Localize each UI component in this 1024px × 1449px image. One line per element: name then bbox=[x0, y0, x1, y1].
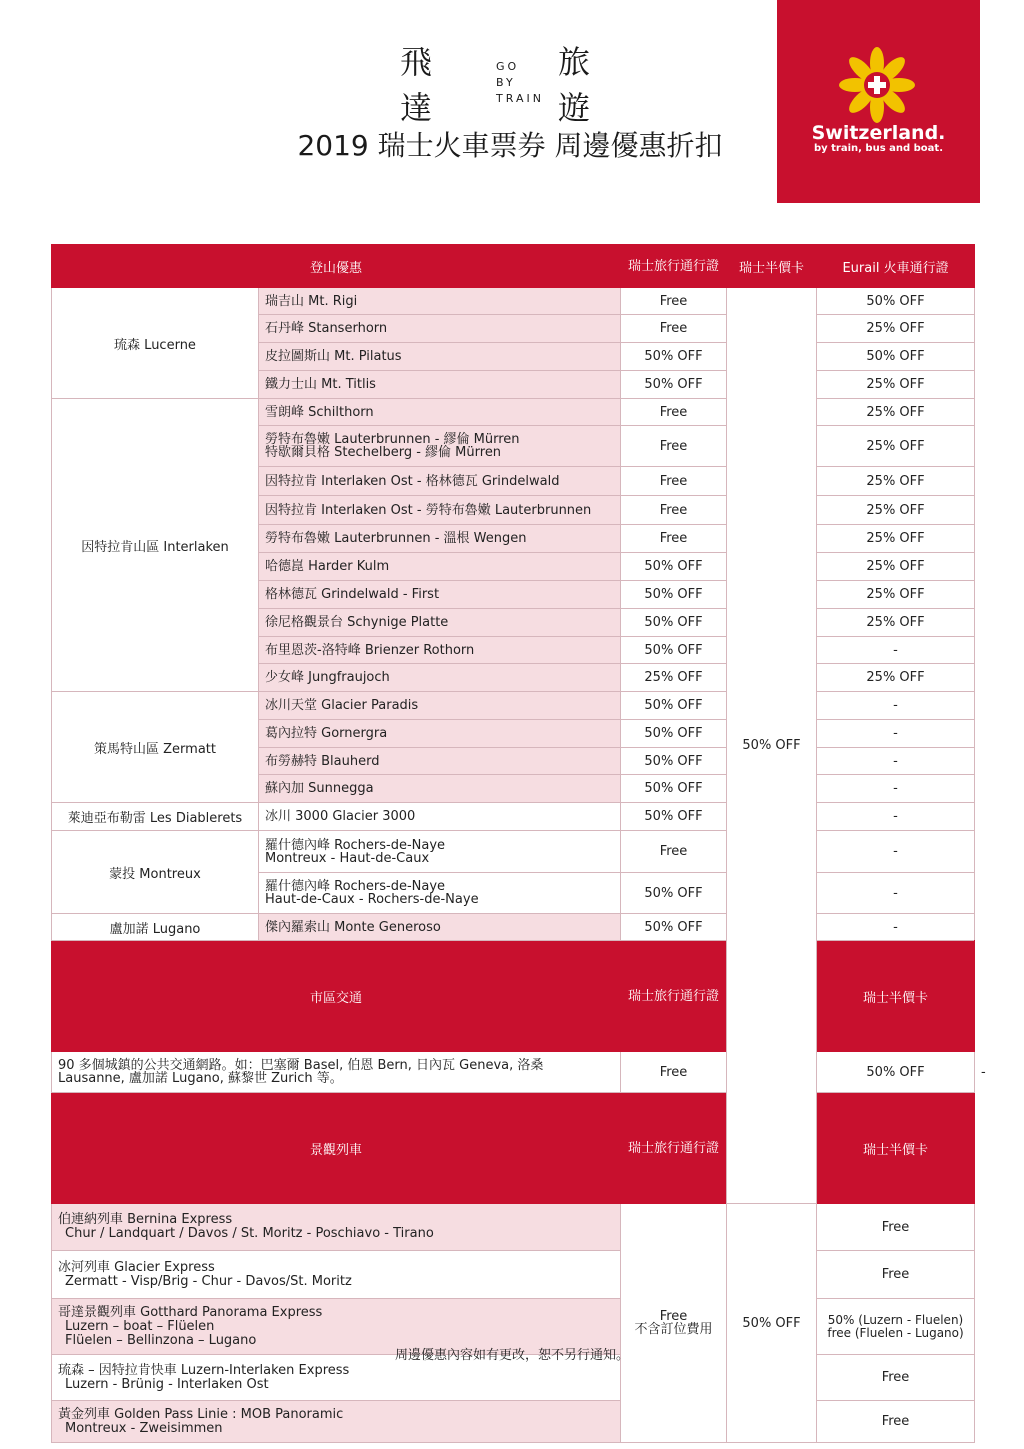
col-half-fare: 瑞士半價卡 bbox=[727, 245, 817, 288]
scenic-train-name: 冰河列車 Glacier Express Zermatt - Visp/Brig - Chur - Davos/St. Moritz bbox=[52, 1251, 621, 1299]
eurail-value: 50% (Luzern - Fluelen) free (Fluelen - Lugano) bbox=[817, 1299, 975, 1355]
table-row bbox=[52, 1251, 975, 1299]
table-row bbox=[52, 914, 975, 941]
eurail-value: - bbox=[817, 720, 975, 748]
col-travel-pass: 瑞士旅行通行證 bbox=[621, 245, 727, 288]
table-row bbox=[52, 803, 975, 831]
mountain-header-row bbox=[52, 245, 975, 288]
mountain-section-title: 登山優惠 bbox=[52, 245, 621, 288]
eurail-value: Free bbox=[817, 1355, 975, 1401]
eurail-value: 25% OFF bbox=[817, 315, 975, 343]
pass-value: Free bbox=[621, 315, 727, 343]
scenic-train-name: 琉森 – 因特拉肯快車 Luzern-Interlaken Express Luzern - Brünig - Interlaken Ost bbox=[52, 1355, 621, 1401]
pass-value: 50% OFF bbox=[621, 914, 727, 941]
attraction-name: 徐尼格觀景台 Schynige Platte bbox=[259, 609, 621, 637]
eurail-value: 50% OFF bbox=[817, 288, 975, 315]
eurail-value: 25% OFF bbox=[817, 609, 975, 637]
table-row bbox=[52, 831, 975, 873]
attraction-name: 石丹峰 Stanserhorn bbox=[259, 315, 621, 343]
scenic-header-row: 景觀列車 瑞士旅行通行證 瑞士半價卡 Eurail 火車通行證 bbox=[52, 1093, 975, 1204]
pass-value: 50% OFF bbox=[621, 873, 727, 914]
scenic-train-name: 黃金列車 Golden Pass Linie : MOB Panoramic Montreux - Zweisimmen bbox=[52, 1401, 621, 1443]
col-eurail: Eurail 火車通行證 bbox=[817, 245, 975, 288]
attraction-name: 葛內拉特 Gornergra bbox=[259, 720, 621, 748]
eurail-value: 25% OFF bbox=[817, 496, 975, 525]
pass-value: 25% OFF bbox=[621, 664, 727, 692]
scenic-train-name: 哥達景觀列車 Gotthard Panorama Express Luzern – boat – Flüelen Flüelen – Bellinzona – Lugano bbox=[52, 1299, 621, 1355]
half-fare-value: 50% OFF bbox=[817, 1052, 975, 1093]
edelweiss-icon bbox=[837, 45, 917, 125]
region-lucerne: 琉森 Lucerne bbox=[52, 288, 259, 399]
eurail-value: - bbox=[817, 775, 975, 803]
eurail-value: 25% OFF bbox=[817, 525, 975, 553]
eurail-value: - bbox=[817, 692, 975, 720]
region-interlaken: 因特拉肯山區 Interlaken bbox=[52, 399, 259, 692]
eurail-value: Free bbox=[817, 1204, 975, 1251]
region-les-diablerets: 萊迪亞布勒雷 Les Diablerets bbox=[52, 803, 259, 831]
footnote: 周邊優惠內容如有更改，恕不另行通知。 bbox=[394, 1348, 629, 1363]
attraction-name: 勞特布魯嫩 Lauterbrunnen - 溫根 Wengen bbox=[259, 525, 621, 553]
attraction-name: 鐵力士山 Mt. Titlis bbox=[259, 371, 621, 399]
eurail-value: 25% OFF bbox=[817, 581, 975, 609]
table-row bbox=[52, 399, 975, 426]
scenic-section-title: 景觀列車 bbox=[52, 1093, 621, 1204]
col-half-fare: 瑞士半價卡 bbox=[817, 1093, 975, 1204]
pass-value: 50% OFF bbox=[621, 720, 727, 748]
pass-value: Free bbox=[621, 496, 727, 525]
pass-value: Free bbox=[621, 288, 727, 315]
pass-value: 50% OFF bbox=[621, 343, 727, 371]
eurail-value: 25% OFF bbox=[817, 467, 975, 496]
pass-value: Free bbox=[621, 1052, 727, 1093]
eurail-value: 25% OFF bbox=[817, 664, 975, 692]
discount-table bbox=[51, 244, 1019, 1443]
eurail-value: 25% OFF bbox=[817, 553, 975, 581]
attraction-name: 布勞赫特 Blauherd bbox=[259, 748, 621, 775]
city-section-title: 市區交通 bbox=[52, 941, 621, 1052]
attraction-name: 蘇內加 Sunnegga bbox=[259, 775, 621, 803]
eurail-value: - bbox=[817, 914, 975, 941]
pass-value: 50% OFF bbox=[621, 803, 727, 831]
attraction-name: 羅什德內峰 Rochers-de-Naye Montreux - Haut-de-Caux bbox=[259, 831, 621, 873]
pass-value: 50% OFF bbox=[621, 637, 727, 664]
pass-value: Free bbox=[621, 831, 727, 873]
pass-value: 50% OFF bbox=[621, 775, 727, 803]
page-title: 2019 瑞士火車票券 周邊優惠折扣 bbox=[297, 129, 723, 162]
city-header-row: 市區交通 瑞士旅行通行證 瑞士半價卡 Eurail 火車通行證 bbox=[52, 941, 975, 1052]
col-half-fare: 瑞士半價卡 bbox=[817, 941, 975, 1052]
region-montreux: 蒙投 Montreux bbox=[52, 831, 259, 914]
eurail-value: - bbox=[817, 637, 975, 664]
pass-value: Free bbox=[621, 467, 727, 496]
eurail-value: 25% OFF bbox=[817, 399, 975, 426]
eurail-value: Free bbox=[817, 1401, 975, 1443]
col-travel-pass: 瑞士旅行通行證 bbox=[621, 941, 727, 1052]
pass-value: Free bbox=[621, 399, 727, 426]
attraction-name: 少女峰 Jungfraujoch bbox=[259, 664, 621, 692]
attraction-name: 因特拉肯 Interlaken Ost - 勞特布魯嫩 Lauterbrunnen bbox=[259, 496, 621, 525]
company-logo bbox=[400, 43, 640, 127]
eurail-value: 25% OFF bbox=[817, 371, 975, 399]
attraction-name: 瑞吉山 Mt. Rigi bbox=[259, 288, 621, 315]
brand-tagline: by train, bus and boat. bbox=[813, 143, 944, 154]
eurail-value: - bbox=[817, 803, 975, 831]
attraction-name: 雪朗峰 Schilthorn bbox=[259, 399, 621, 426]
pass-value: 50% OFF bbox=[621, 553, 727, 581]
attraction-name: 冰川 3000 Glacier 3000 bbox=[259, 803, 621, 831]
switzerland-brand-logo bbox=[777, 0, 980, 203]
eurail-value: - bbox=[817, 748, 975, 775]
table-row bbox=[52, 692, 975, 720]
eurail-value: Free bbox=[817, 1251, 975, 1299]
pass-value: Free bbox=[621, 426, 727, 467]
region-zermatt: 策馬特山區 Zermatt bbox=[52, 692, 259, 803]
attraction-name: 傑內羅索山 Monte Generoso bbox=[259, 914, 621, 941]
pass-value: 50% OFF bbox=[621, 748, 727, 775]
attraction-name: 冰川天堂 Glacier Paradis bbox=[259, 692, 621, 720]
pass-value: Free bbox=[621, 525, 727, 553]
pass-value: Free 不含訂位費用 bbox=[621, 1204, 727, 1443]
logo-go-by-train: GO BY TRAIN bbox=[496, 60, 544, 105]
region-lugano: 盧加諾 Lugano bbox=[52, 914, 259, 941]
attraction-name: 格林德瓦 Grindelwald - First bbox=[259, 581, 621, 609]
attraction-name: 勞特布魯嫩 Lauterbrunnen - 繆倫 Mürren 特歇爾貝格 Stechelberg - 繆倫 Mürren bbox=[259, 426, 621, 467]
eurail-value: - bbox=[817, 831, 975, 873]
scenic-train-name: 伯連納列車 Bernina Express Chur / Landquart / Davos / St. Moritz - Poschiavo - Tirano bbox=[52, 1204, 621, 1251]
pass-value: 50% OFF bbox=[621, 581, 727, 609]
eurail-value: 25% OFF bbox=[817, 426, 975, 467]
city-description: 90 多個城鎮的公共交通網路。如：巴塞爾 Basel, 伯恩 Bern, 日內瓦 Geneva, 洛桑 Lausanne, 盧加諾 Lugano, 蘇黎世 Zurich 等。 bbox=[52, 1052, 621, 1093]
eurail-value: - bbox=[817, 873, 975, 914]
pass-value: 50% OFF bbox=[621, 609, 727, 637]
attraction-name: 布里恩茨-洛特峰 Brienzer Rothorn bbox=[259, 637, 621, 664]
table-row bbox=[52, 288, 975, 315]
attraction-name: 因特拉肯 Interlaken Ost - 格林德瓦 Grindelwald bbox=[259, 467, 621, 496]
table-row bbox=[52, 1204, 975, 1251]
half-fare-value: 50% OFF bbox=[727, 288, 817, 1204]
half-fare-value: 50% OFF bbox=[727, 1204, 817, 1443]
brand-name: Switzerland. bbox=[811, 122, 946, 144]
table-row bbox=[52, 1401, 975, 1443]
attraction-name: 哈德崑 Harder Kulm bbox=[259, 553, 621, 581]
pass-value: 50% OFF bbox=[621, 371, 727, 399]
col-travel-pass: 瑞士旅行通行證 bbox=[621, 1093, 727, 1204]
table-row: 90 多個城鎮的公共交通網路。如：巴塞爾 Basel, 伯恩 Bern, 日內瓦 Geneva, 洛桑 Lausanne, 盧加諾 Lugano, 蘇黎世 Zurich 等。 Free 50% OFF - bbox=[52, 1052, 975, 1093]
attraction-name: 羅什德內峰 Rochers-de-Naye Haut-de-Caux - Rochers-de-Naye bbox=[259, 873, 621, 914]
attraction-name: 皮拉圖斯山 Mt. Pilatus bbox=[259, 343, 621, 371]
logo-left-text: 飛 達 bbox=[400, 43, 437, 127]
pass-value: 50% OFF bbox=[621, 692, 727, 720]
logo-right-text: 旅 遊 bbox=[557, 43, 594, 127]
eurail-value: 50% OFF bbox=[817, 343, 975, 371]
